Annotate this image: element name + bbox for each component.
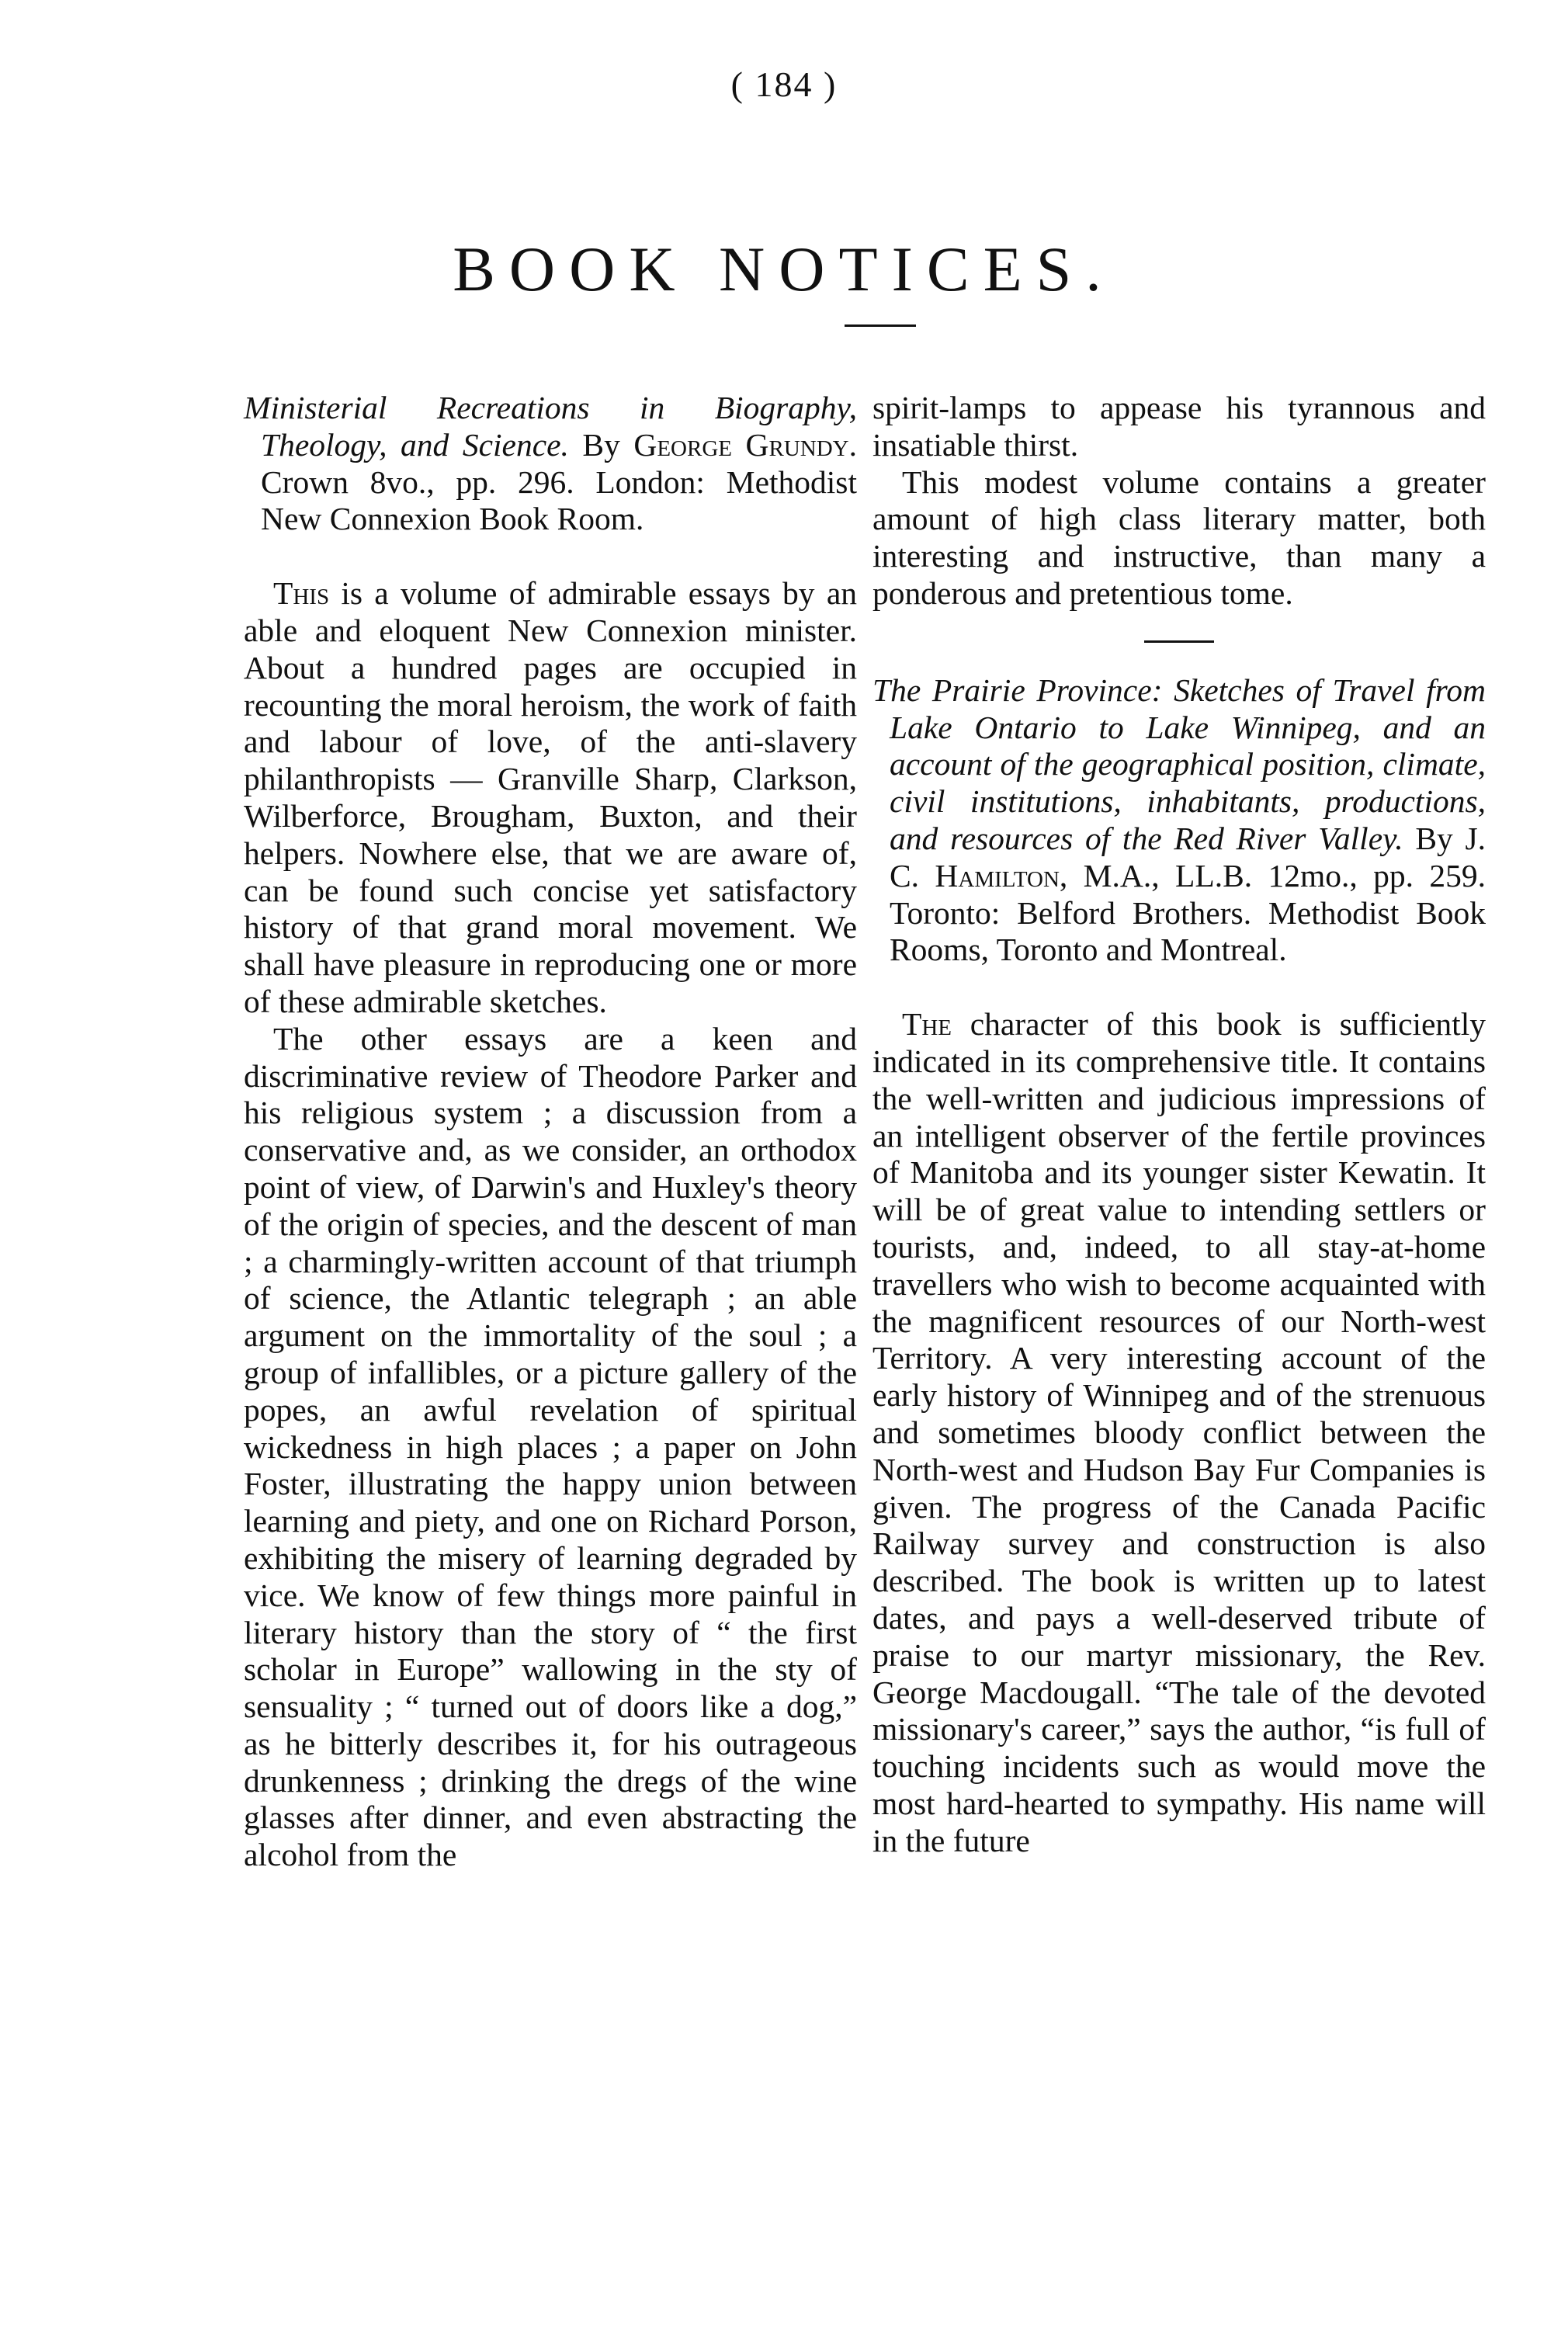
review-paragraph-2: The other essays are a keen and discriminative review of Theodore Parker and his religious system ; a discussion from a conservative and, as we consider, an orthodox point of view, of Darwin's and Huxley's theory of the origin of species, and the descent of man ; a charmingly-written account of that triumph of science, the Atlantic telegraph ; an able argument on the immortality of the soul ; a group of infallibles, or a picture gallery of the popes, an awful revelation of spiritual wickedness in high places ; a paper on John Foster, illustrating the happy union between learning and piety, and one on Richard Porson, exhibiting the misery of learning degraded by vice. We know of few things more painful in literary history than the story of “ the first scholar in Europe” wallowing in the sty of sensuality ; “ turned out of doors like a dog,” as he bitterly describes it, for his outrageous drunkenness ; drinking the dregs of the wine glasses after dinner, and even abstracting the alcohol from the bbox=[244, 1020, 857, 1873]
by-1: By bbox=[568, 426, 634, 463]
left-column bbox=[244, 390, 857, 1874]
spacer bbox=[872, 969, 1486, 1006]
separator-rule bbox=[1144, 640, 1214, 643]
lead-word-2: The bbox=[902, 1006, 952, 1043]
notice-heading-1 bbox=[244, 390, 857, 538]
page-number: ( 184 ) bbox=[730, 64, 838, 104]
by-2: By bbox=[1403, 820, 1466, 856]
title-rule bbox=[845, 324, 916, 327]
book-title-2: The Prairie Province: Sketches of Travel from Lake Ontario to Lake Winnipeg, and an account of the geographical position, climate, civil institutions, inhabitants, productions, and resources of the Red River Valley. bbox=[872, 671, 1486, 856]
publication-details-2: M.A., LL.B. 12mo., pp. 259. Toronto: Belford Brothers. Methodist Book Rooms, Toronto and Montreal. bbox=[890, 857, 1486, 968]
review-text-3: character of this book is sufficiently indicated in its comprehensive title. It contains the well-written and judicious impressions of an intelligent observer of the fertile provinces of Manitoba and its younger sister Kewatin. It will be of great value to intending settlers or tourists, and, indeed, to all stay-at-home travellers who wish to become acquainted with the magnificent resources of our North-west Territory. A very interesting account of the early history of Winnipeg and of the strenuous and sometimes bloody conflict between the North-west and Hudson Bay Fur Companies is given. The progress of the Canada Pacific Railway survey and construction is also described. The book is written up to latest dates, and pays a well-deserved tribute of praise to our martyr missionary, the Rev. George Macdougall. “The tale of the devoted missionary's career,” says the author, “is full of touching incidents such as would move the most hard-hearted to sympathy. His name will in the future bbox=[872, 1006, 1486, 1858]
publication-details-1: Crown 8vo., pp. 296. London: Methodist New Connexion Book Room. bbox=[261, 463, 857, 537]
book-title-1: Ministerial Recreations in Biography, Theology, and Science. bbox=[244, 390, 857, 463]
review-paragraph-3 bbox=[872, 1006, 1486, 1859]
notice-heading-2 bbox=[872, 672, 1486, 969]
spacer bbox=[244, 538, 857, 575]
review-paragraph-1 bbox=[244, 575, 857, 1021]
right-column bbox=[872, 390, 1486, 1859]
page-title: BOOK NOTICES. bbox=[453, 234, 1115, 304]
lead-word-1: This bbox=[273, 575, 330, 612]
author-2: J. C. Hamilton, bbox=[890, 820, 1486, 894]
review-closing: This modest volume contains a greater amount of high class literary matter, both interesting and instructive, than many a ponderous and pretentious tome. bbox=[872, 463, 1486, 611]
author-1: George Grundy. bbox=[633, 426, 857, 463]
review-text-1: is a volume of admirable essays by an able and eloquent New Connexion minister. About a hundred pages are occupied in recounting the moral heroism, the work of faith and labour of love, of the anti-slavery philanthropists — Granville Sharp, Clarkson, Wilberforce, Brougham, Buxton, and their helpers. Nowhere else, that we are aware of, can be found such concise yet satisfactory history of that grand moral movement. We shall have pleasure in reproducing one or more of these admirable sketches. bbox=[244, 575, 857, 1019]
review-continuation: spirit-lamps to appease his tyrannous and insatiable thirst. bbox=[872, 390, 1486, 463]
